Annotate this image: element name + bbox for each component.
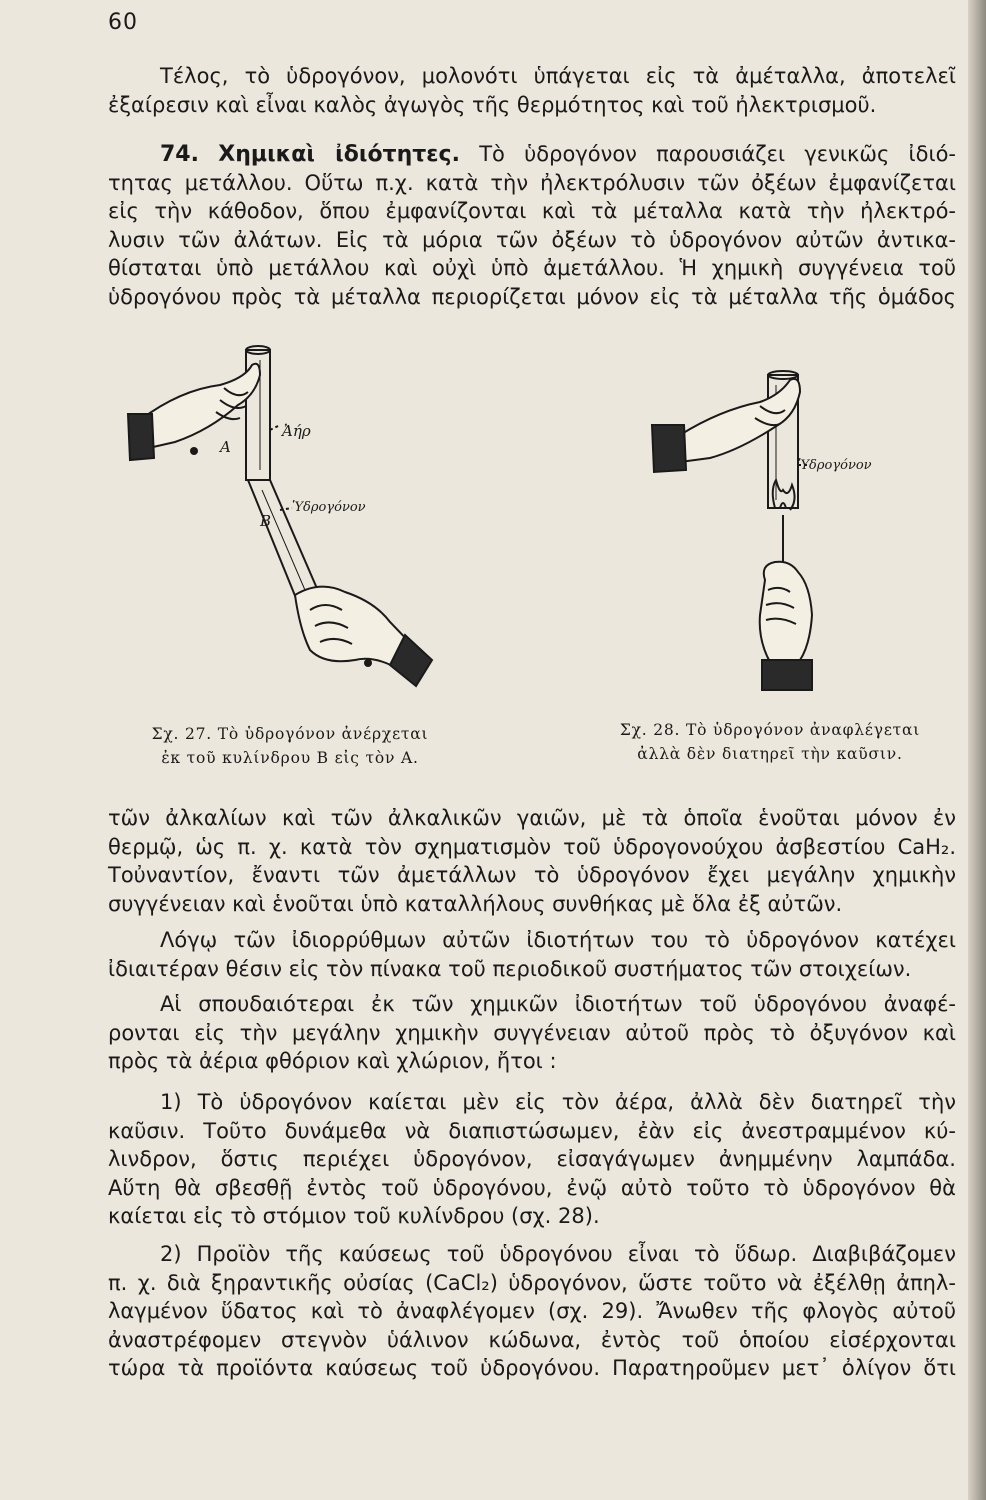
section-number: 74. (160, 142, 199, 167)
text-line: Αὕτη θὰ σβεσθῇ ἐντὸς τοῦ ὑδρογόνου, ἐνῷ αὐτὸ τοῦτο τὸ ὑδρογόνον θὰ (108, 1175, 956, 1200)
text-line: ἰδιαιτέραν θέσιν εἰς τὸν πίνακα τοῦ περιοδικοῦ συστήματος τῶν στοιχείων. (108, 956, 912, 981)
figure-27 (120, 330, 460, 710)
text-line: π. χ. διὰ ξηραντικῆς οὐσίας (CaCl₂) ὑδρογόνον, ὥστε τοῦτο νὰ ἐξέλθῃ ἀπηλ- (108, 1270, 956, 1295)
text-line: καῦσιν. Τοῦτο δυνάμεθα νὰ διαπιστώσωμεν, ἐὰν εἰς ἀνεστραμμένον κύ- (108, 1118, 956, 1143)
label-a: A (220, 438, 231, 456)
text-line: Αἱ σπουδαιότεραι ἐκ τῶν χημικῶν ἰδιοτήτων τοῦ ὑδρογόνου ἀναφέ- (160, 992, 956, 1016)
text-line: πρὸς τὰ ἀέρια φθόριον καὶ χλώριον, ἤτοι : (108, 1049, 557, 1073)
text-line: εἰς τὴν κάθοδον, ὅπου ἐμφανίζονται καὶ τὰ μέταλλα κατὰ τὴν ἠλεκτρό- (108, 199, 956, 223)
section-74 (108, 140, 956, 311)
text-segment: Τὸ ὑδρογόνον παρουσιάζει γενικῶς ἰδιό- (479, 142, 957, 166)
text-line: ρονται εἰς τὴν μεγάλην χημικὴν συγγένειαν αὐτοῦ πρὸς τὸ ὀξυγόνον καὶ (108, 1020, 956, 1045)
text-line: τώρα τὰ προϊόντα καύσεως τοῦ ὑδρογόνου. Παρατηροῦμεν μετ᾽ ὀλίγον ὅτι (108, 1356, 956, 1380)
text-line: Τοὐναντίον, ἔναντι τῶν ἀμετάλλων τὸ ὑδρογόνον ἔχει μεγάλην χημικὴν (108, 863, 956, 887)
text-line: ἐξαίρεσιν καὶ εἶναι καλὸς ἀγωγὸς τῆς θερμότητος καὶ τοῦ ἠλεκτρισμοῦ. (108, 92, 877, 117)
page-number: 60 (108, 10, 138, 35)
text-line: θερμῷ, ὡς π. χ. κατὰ τὸν σχηματισμὸν τοῦ ὑδρογονούχου ἀσβεστίου CaH₂. (108, 834, 956, 859)
text-line: 2) Προϊὸν τῆς καύσεως τοῦ ὑδρογόνου εἶναι τὸ ὕδωρ. Διαβιβάζομεν (160, 1242, 956, 1266)
figure-28-illustration (640, 340, 940, 710)
text-line: θίσταται ὑπὸ μετάλλου καὶ οὐχὶ ὑπὸ ἀμετάλλου. Ἡ χημικὴ συγγένεια τοῦ (108, 256, 956, 280)
caption-line: ἐκ τοῦ κυλίνδρου B εἰς τὸν A. (161, 749, 419, 767)
text-line: καίεται εἰς τὸ στόμιον τοῦ κυλίνδρου (σχ. 28). (108, 1204, 600, 1228)
main-paragraph (108, 990, 956, 1076)
text-line: λινδρον, ὅστις περιέχει ὑδρογόνον, εἰσαγάγωμεν ἀνημμένην λαμπάδα. (108, 1147, 956, 1171)
caption-line: ἀλλὰ δὲν διατηρεῖ τὴν καῦσιν. (637, 745, 903, 763)
item-2 (108, 1240, 956, 1383)
figure-28 (640, 340, 940, 710)
text-line: λαγμένον ὕδατος καὶ τὸ ἀναφλέγομεν (σχ. 29). Ἄνωθεν τῆς φλογὸς αὐτοῦ (108, 1299, 956, 1323)
caption-line: Σχ. 27. Τὸ ὑδρογόνον ἀνέρχεται (151, 725, 429, 743)
figure-27-illustration (120, 330, 460, 710)
label-b: B (260, 512, 272, 530)
position-paragraph (108, 926, 956, 983)
intro-paragraph (108, 62, 956, 119)
label-air: Ἀήρ (282, 422, 311, 440)
item-1 (108, 1088, 956, 1231)
page-edge (968, 0, 986, 1500)
text-line: τῶν ἀλκαλίων καὶ τῶν ἀλκαλικῶν γαιῶν, μὲ τὰ ὁποῖα ἑνοῦται μόνον ἐν (108, 806, 956, 830)
text-line: 1) Τὸ ὑδρογόνον καίεται μὲν εἰς τὸν ἀέρα, ἀλλὰ δὲν διατηρεῖ τὴν (160, 1090, 956, 1114)
text-line: ἀναστρέφομεν στεγνὸν ὑάλινον κώδωνα, ἐντὸς τοῦ ὁποίου εἰσέρχονται (108, 1327, 956, 1352)
text-line: τητας μετάλλου. Οὕτω π.χ. κατὰ τὴν ἠλεκτρόλυσιν τῶν ὀξέων ἐμφανίζεται (108, 170, 956, 195)
section-title: Χημικαὶ ἰδιότητες. (218, 142, 460, 167)
text-line: λυσιν τῶν ἀλάτων. Εἰς τὰ μόρια τῶν ὀξέων τὸ ὑδρογόνον αὐτῶν ἀντικα- (108, 227, 956, 252)
caption-line: Σχ. 28. Τὸ ὑδρογόνον ἀναφλέγεται (619, 721, 921, 739)
label-hydrogen: Ὑδρογόνον (798, 458, 872, 473)
text-line: Λόγῳ τῶν ἰδιορρύθμων αὐτῶν ἰδιοτήτων του τὸ ὑδρογόνον κατέχει (160, 928, 956, 952)
section-heading-line (108, 140, 956, 169)
figure-27-caption (125, 722, 455, 770)
text-line: Τέλος, τὸ ὑδρογόνον, μολονότι ὑπάγεται εἰς τὰ ἀμέταλλα, ἀποτελεῖ (160, 64, 956, 88)
text-line: συγγένειαν καὶ ἑνοῦται ὑπὸ καταλλήλους συνθήκας μὲ ὅλα ἐξ αὐτῶν. (108, 891, 843, 916)
body-continuation (108, 804, 956, 918)
text-line: ὑδρογόνου πρὸς τὰ μέταλλα περιορίζεται μόνον εἰς τὰ μέταλλα τῆς ὁμάδος (108, 284, 956, 309)
label-hydrogen: Ὑδρογόνον (292, 500, 366, 515)
figure-28-caption (600, 718, 940, 766)
